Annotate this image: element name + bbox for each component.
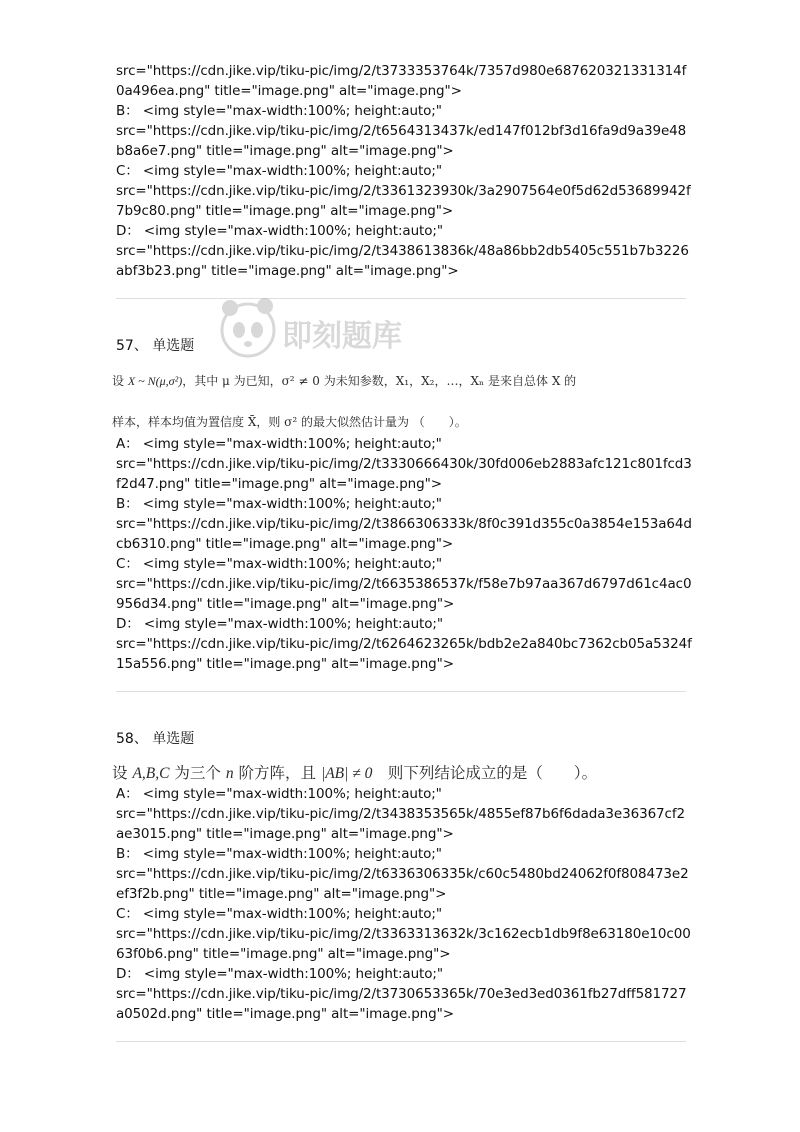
text-line: cb6310.png" title="image.png" alt="image.png">	[116, 536, 454, 552]
text-line: C： <img style="max-width:100%; height:auto;"	[116, 556, 442, 572]
text-line: src="https://cdn.jike.vip/tiku-pic/img/2/t3733353764k/7357d980e687620321331314f	[116, 63, 687, 79]
math-expression: n	[225, 765, 234, 782]
text-line: src="https://cdn.jike.vip/tiku-pic/img/2/t3866306333k/8f0c391d355c0a3854e153a64d	[116, 516, 692, 532]
text-line: ae3015.png" title="image.png" alt="image.png">	[116, 826, 454, 842]
text-line: B： <img style="max-width:100%; height:auto;"	[116, 103, 442, 119]
text-line: ef3f2b.png" title="image.png" alt="image.png">	[116, 886, 447, 902]
stem-text: 设	[112, 764, 133, 782]
text-line: C： <img style="max-width:100%; height:auto;"	[116, 163, 442, 179]
section-divider	[116, 691, 686, 692]
question-58-heading: 58、 单选题	[116, 731, 195, 747]
text-line: 15a556.png" title="image.png" alt="image.png">	[116, 656, 454, 672]
text-line: D： <img style="max-width:100%; height:auto;"	[116, 223, 443, 239]
text-line: b8a6e7.png" title="image.png" alt="image.png">	[116, 143, 454, 159]
math-expression: A,B,C	[132, 765, 170, 782]
text-line: src="https://cdn.jike.vip/tiku-pic/img/2/t3363313632k/3c162ecb1db9f8e63180e10c00	[116, 926, 691, 942]
text-line: A： <img style="max-width:100%; height:auto;"	[116, 436, 442, 452]
text-line: 63f0b6.png" title="image.png" alt="image.png">	[116, 946, 451, 962]
stem-text: 则下列结论成立的是（ ）。	[372, 764, 598, 782]
stem-text: 为三个	[169, 764, 226, 782]
text-line: A： <img style="max-width:100%; height:auto;"	[116, 786, 442, 802]
stem-text: 设	[112, 374, 128, 388]
stem-text: ，其中 μ 为已知，σ² ≠ 0 为未知参数，X₁，X₂，…，Xₙ 是来自总体 X 的	[182, 374, 577, 388]
text-line: src="https://cdn.jike.vip/tiku-pic/img/2/t6635386537k/f58e7b97aa367d6797d61c4ac0	[116, 576, 692, 592]
text-line: src="https://cdn.jike.vip/tiku-pic/img/2/t3361323930k/3a2907564e0f5d62d53689942f	[116, 183, 691, 199]
question-57-stem-line-1	[112, 372, 576, 389]
text-line: 956d34.png" title="image.png" alt="image.png">	[116, 596, 455, 612]
text-line: D： <img style="max-width:100%; height:auto;"	[116, 966, 443, 982]
panda-icon	[222, 298, 274, 356]
watermark-logo	[218, 290, 428, 370]
text-line: src="https://cdn.jike.vip/tiku-pic/img/2/t6336306335k/c60c5480bd24062f0f808473e2	[116, 866, 689, 882]
text-line: 0a496ea.png" title="image.png" alt="image.png">	[116, 83, 462, 99]
question-57-stem-line-2: 样本，样本均值为置信度 X̄，则 σ² 的最大似然估计量为 （ ）。	[112, 415, 467, 429]
text-line: a0502d.png" title="image.png" alt="image.png">	[116, 1006, 454, 1022]
text-line: B： <img style="max-width:100%; height:auto;"	[116, 496, 442, 512]
text-line: src="https://cdn.jike.vip/tiku-pic/img/2/t6264623265k/bdb2e2a840bc7362cb05a5324f	[116, 636, 692, 652]
text-line: src="https://cdn.jike.vip/tiku-pic/img/2/t3438613836k/48a86bb2db5405c551b7b3226	[116, 243, 689, 259]
text-line: C： <img style="max-width:100%; height:auto;"	[116, 906, 442, 922]
question-58-stem	[112, 761, 597, 783]
text-line: src="https://cdn.jike.vip/tiku-pic/img/2/t3730653365k/70e3ed3ed0361fb27dff581727	[116, 986, 687, 1002]
text-line: D： <img style="max-width:100%; height:auto;"	[116, 616, 443, 632]
math-expression: X ~ N(μ,σ²)	[127, 374, 183, 388]
text-line: src="https://cdn.jike.vip/tiku-pic/img/2/t3330666430k/30fd006eb2883afc121c801fcd3	[116, 456, 692, 472]
text-line: src="https://cdn.jike.vip/tiku-pic/img/2/t3438353565k/4855ef87b6f6dada3e36367cf2	[116, 806, 686, 822]
text-line: src="https://cdn.jike.vip/tiku-pic/img/2/t6564313437k/ed147f012bf3d16fa9d9a39e48	[116, 123, 687, 139]
question-57-heading: 57、 单选题	[116, 338, 195, 354]
stem-text: 阶方阵，且	[233, 764, 321, 782]
section-divider	[116, 1041, 686, 1042]
text-line: 7b9c80.png" title="image.png" alt="image.png">	[116, 203, 454, 219]
watermark-text: 即刻题库	[282, 319, 402, 354]
text-line: B： <img style="max-width:100%; height:auto;"	[116, 846, 442, 862]
math-expression: |AB| ≠ 0	[320, 765, 373, 782]
text-line: abf3b23.png" title="image.png" alt="image.png">	[116, 263, 459, 279]
text-line: f2d47.png" title="image.png" alt="image.png">	[116, 476, 442, 492]
